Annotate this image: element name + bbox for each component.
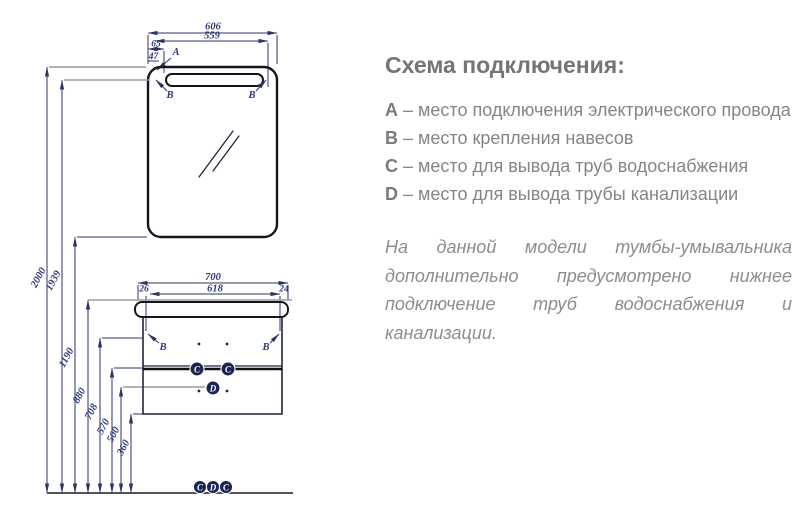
floor-point-d-marker [206,480,219,493]
cabinet-width-dim: 700 [205,272,221,283]
cabinet-b-right-label: B [262,342,270,353]
floor-outlets [47,480,293,493]
legend-separator: – [403,156,414,176]
legend-item-b [385,124,792,152]
height-708: 708 [83,402,101,422]
svg-text:C: C [224,364,232,375]
legend-items [385,96,792,208]
height-1939: 1939 [44,268,64,293]
point-c-marker [221,362,235,376]
svg-text:C: C [193,364,201,375]
legend-item-d [385,180,792,208]
legend-description: место подключения электрического провода [418,100,791,120]
mirror-width-dim: 606 [205,21,221,33]
mirror-lamp [166,74,263,86]
page-title: Схема подключения: [385,52,625,78]
legend-panel [385,52,792,347]
legend-description: место крепления навесов [418,128,634,148]
cabinet-inner-dim: 618 [207,283,223,295]
mirror-inner-dim: 559 [204,30,220,42]
height-dimensions [29,67,205,493]
svg-text:D: D [209,482,217,493]
floor-point-c-marker [219,480,232,493]
mirror-offset-h-dim: 65 [151,39,161,50]
point-b-left-label: B [166,90,174,101]
legend-separator: – [403,128,414,148]
point-a-label: A [172,47,180,58]
legend-letter: B [385,128,398,148]
mirror-assembly [148,22,277,238]
legend-letter: A [385,100,398,120]
floor-point-c-marker [193,480,206,493]
legend-description: место для вывода трубы канализации [418,184,739,204]
height-570: 570 [95,417,113,437]
legend-separator: – [403,184,414,204]
legend-description: место для вывода труб водоснабжения [418,156,749,176]
svg-text:C: C [196,482,204,493]
mirror-offset-v-dim: 47 [148,51,159,62]
note-paragraph: На данной модели тумбы-умывальника дополнительно предусмотрено нижнее подключение труб водоснабжения и канализации. [385,237,792,343]
height-1190: 1190 [57,346,77,370]
legend-letter: C [385,156,398,176]
cabinet-offset-right-dim: 24 [279,284,289,295]
cabinet-offset-left-dim: 26 [139,284,149,295]
height-880: 880 [71,386,89,406]
point-c-marker [190,362,204,376]
mirror-glint [199,131,239,177]
legend-item-c [385,152,792,180]
point-d-marker [206,381,220,395]
svg-text:D: D [209,383,217,394]
legend-separator: – [403,100,414,120]
height-500: 500 [105,425,123,445]
legend-letter: D [385,184,398,204]
svg-text:C: C [222,482,230,493]
height-360: 360 [115,438,133,458]
countertop-outline [135,302,288,317]
legend-item-a [385,96,792,124]
height-2000: 2000 [29,265,49,290]
cabinet-b-left-label: B [159,342,167,353]
cabinet-assembly [88,272,292,414]
point-b-right-label: B [248,90,256,101]
